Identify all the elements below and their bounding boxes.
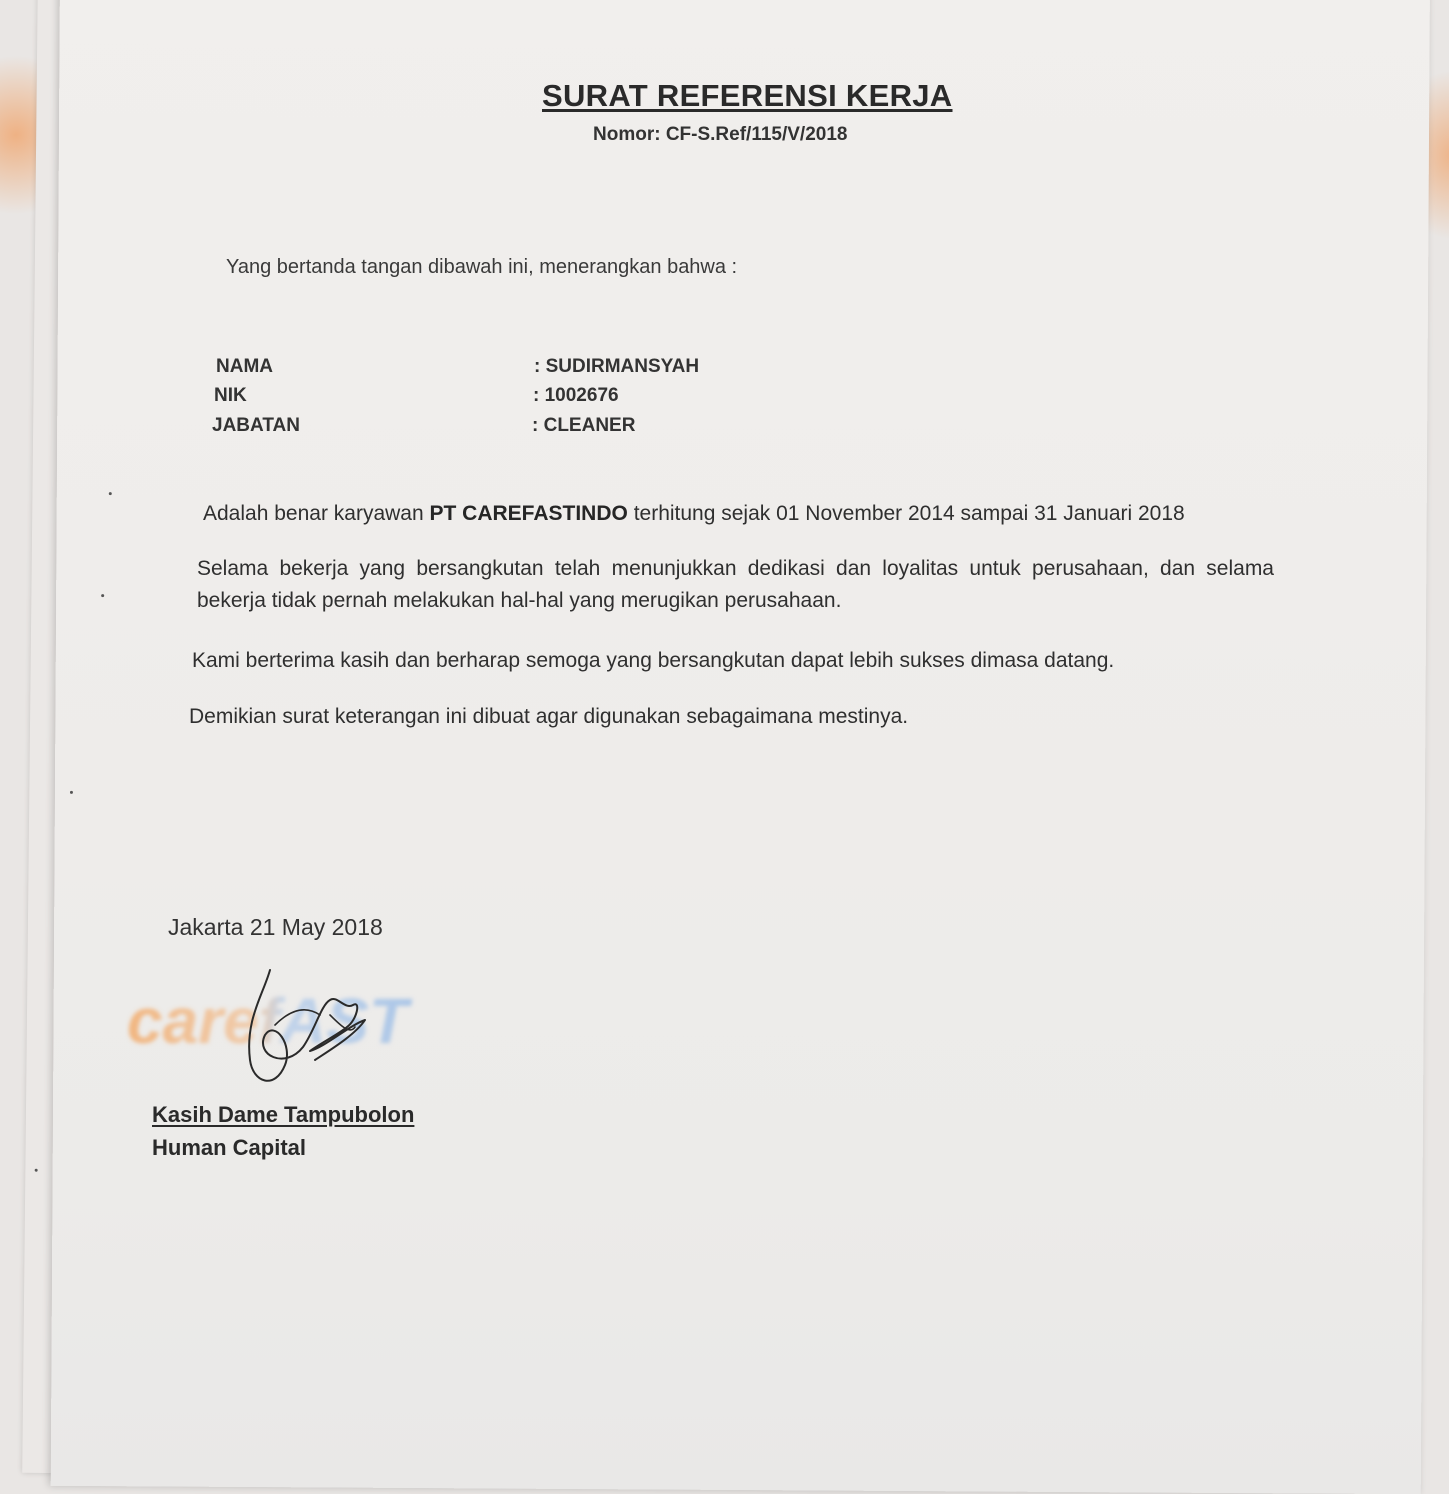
stamp-logo-text: carefAST xyxy=(127,985,408,1057)
speck xyxy=(101,594,104,597)
speck xyxy=(70,791,73,794)
employment-suffix: terhitung sejak 01 November 2014 sampai 31 Januari 2018 xyxy=(633,502,1185,525)
speck xyxy=(109,492,112,495)
employment-prefix: Adalah benar karyawan xyxy=(203,502,424,525)
field-value-nik: : 1002676 xyxy=(533,385,619,406)
letter-number: Nomor: CF-S.Ref/115/V/2018 xyxy=(593,124,848,145)
field-label-jabatan: JABATAN xyxy=(212,415,300,436)
field-value-nama: : SUDIRMANSYAH xyxy=(534,356,700,377)
paragraph-closing: Demikian surat keterangan ini dibuat agar digunakan sebagaimana mestinya. xyxy=(189,705,909,728)
speck xyxy=(35,1169,38,1172)
company-name: PT CAREFASTINDO xyxy=(429,502,628,525)
letter-sheet xyxy=(51,0,1430,1494)
letter-title: SURAT REFERENSI KERJA xyxy=(542,78,953,113)
field-value-jabatan: : CLEANER xyxy=(532,415,636,436)
company-stamp-with-signature xyxy=(125,965,505,1095)
paragraph-dedication: Selama bekerja yang bersangkutan telah menunjukkan dedikasi dan loyalitas untuk perusahaan, dan selama bekerja tidak pernah melakukan hal-hal yang merugikan perusahaan. xyxy=(197,557,1274,612)
signer-title: Human Capital xyxy=(152,1135,307,1160)
paragraph-thanks: Kami berterima kasih dan berharap semoga yang bersangkutan dapat lebih sukses dimasa datang. xyxy=(192,649,1115,672)
field-label-nik: NIK xyxy=(214,385,247,406)
letter-intro: Yang bertanda tangan dibawah ini, menerangkan bahwa : xyxy=(226,256,738,278)
date-place: Jakarta 21 May 2018 xyxy=(168,914,383,940)
employment-statement xyxy=(203,502,1185,526)
signer-name: Kasih Dame Tampubolon xyxy=(152,1102,415,1127)
field-label-nama: NAMA xyxy=(216,356,273,377)
